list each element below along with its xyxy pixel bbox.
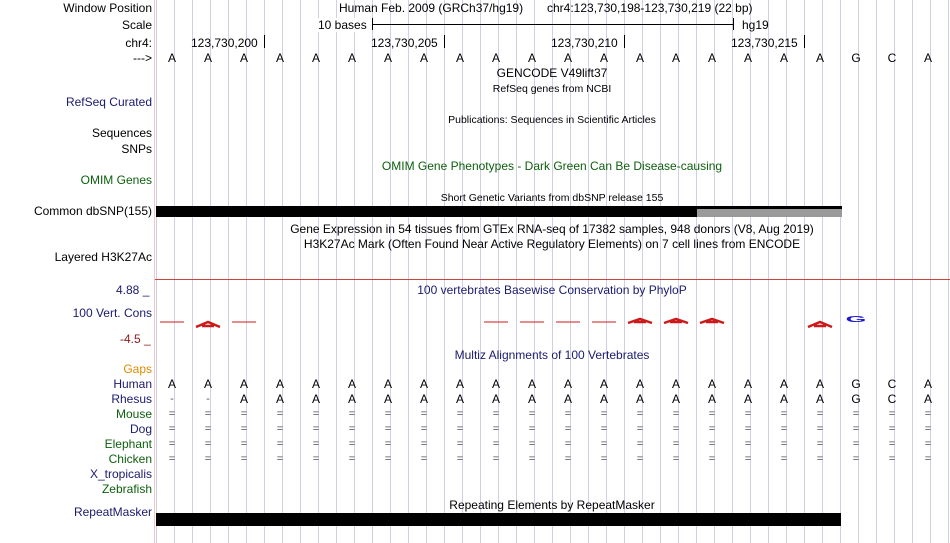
alignment-base: =: [600, 438, 608, 450]
alignment-base: =: [348, 408, 356, 420]
alignment-base: A: [455, 377, 465, 391]
alignment-base: =: [348, 453, 356, 465]
sequence-base: A: [275, 51, 285, 65]
phylop-plot: [0, 300, 950, 340]
alignment-base: =: [168, 453, 176, 465]
alignment-base: =: [312, 438, 320, 450]
alignment-base: =: [852, 423, 860, 435]
alignment-base: =: [888, 423, 896, 435]
alignment-base: =: [708, 423, 716, 435]
sequence-base: A: [311, 51, 321, 65]
repeatmasker-track-desc[interactable]: Repeating Elements by RepeatMasker: [449, 498, 655, 512]
alignment-base: =: [708, 408, 716, 420]
alignment-base: A: [743, 377, 753, 391]
grid-line: [804, 0, 805, 543]
alignment-base: =: [600, 423, 608, 435]
sequence-base: A: [455, 51, 465, 65]
alignment-base: =: [816, 453, 824, 465]
alignment-base: =: [888, 408, 896, 420]
phylop-mark: [700, 319, 724, 323]
grid-line: [156, 0, 157, 543]
alignment-base: =: [312, 423, 320, 435]
alignment-base: A: [563, 377, 573, 391]
alignment-base: A: [671, 377, 681, 391]
refseq-curated-label[interactable]: RefSeq Curated: [65, 95, 152, 109]
dbsnp-feature-cap: [697, 206, 842, 209]
grid-line: [480, 0, 481, 543]
alignment-base: A: [599, 377, 609, 391]
alignment-base: A: [779, 377, 789, 391]
grid-line: [912, 0, 913, 543]
alignment-base: =: [528, 453, 536, 465]
alignment-base: =: [348, 438, 356, 450]
alignment-base: =: [564, 408, 572, 420]
alignment-base: =: [852, 453, 860, 465]
sequence-base: A: [491, 51, 501, 65]
sequence-base: A: [815, 51, 825, 65]
alignment-base: A: [167, 377, 177, 391]
gaps-label[interactable]: Gaps: [123, 362, 152, 376]
alignment-base: =: [204, 408, 212, 420]
alignment-base: =: [492, 453, 500, 465]
omim-genes-label[interactable]: OMIM Genes: [80, 173, 152, 187]
scale-tick-right: [733, 18, 734, 30]
alignment-base: =: [348, 423, 356, 435]
alignment-base: =: [600, 453, 608, 465]
grid-line: [444, 0, 445, 543]
alignment-base: A: [311, 392, 321, 406]
alignment-base: =: [276, 453, 284, 465]
alignment-base: A: [599, 392, 609, 406]
grid-line: [228, 0, 229, 543]
sequence-base: C: [887, 51, 897, 65]
vert-cons-label[interactable]: 100 Vert. Cons: [72, 306, 152, 320]
alignment-base: A: [527, 392, 537, 406]
alignment-base: =: [816, 408, 824, 420]
alignment-base: =: [312, 408, 320, 420]
omim-track-desc[interactable]: OMIM Gene Phenotypes - Dark Green Can Be Disease-causing: [381, 159, 723, 173]
grid-line: [624, 0, 625, 543]
alignment-base: A: [491, 377, 501, 391]
alignment-base: =: [564, 453, 572, 465]
alignment-base: =: [672, 438, 680, 450]
alignment-base: =: [816, 423, 824, 435]
gtex-track-desc[interactable]: Gene Expression in 54 tissues from GTEx RNA-seq of 17382 samples, 948 donors (V8, Aug 2019): [290, 222, 814, 236]
grid-line: [696, 0, 697, 543]
grid-line: [192, 0, 193, 543]
alignment-base: =: [744, 438, 752, 450]
alignment-base: =: [636, 438, 644, 450]
sequence-base: A: [743, 51, 753, 65]
grid-line: [264, 0, 265, 543]
sequence-base: A: [167, 51, 177, 65]
alignment-base: A: [707, 377, 717, 391]
alignment-base: A: [239, 392, 249, 406]
strand-arrow-label: --->: [133, 51, 152, 65]
repeatmasker-feature-bar[interactable]: [156, 513, 841, 526]
grid-line: [408, 0, 409, 543]
species-label-human[interactable]: Human: [113, 377, 152, 391]
alignment-base: A: [383, 377, 393, 391]
alignment-base: =: [492, 438, 500, 450]
alignment-base: =: [924, 423, 932, 435]
alignment-base: A: [239, 377, 249, 391]
phylop-mark: [664, 319, 688, 323]
alignment-base: =: [384, 408, 392, 420]
alignment-base: =: [744, 453, 752, 465]
alignment-base: =: [924, 408, 932, 420]
alignment-base: =: [780, 423, 788, 435]
alignment-base: A: [815, 377, 825, 391]
alignment-base: =: [420, 438, 428, 450]
alignment-base: -: [206, 393, 210, 405]
alignment-base: A: [923, 392, 933, 406]
species-label-mouse[interactable]: Mouse: [115, 407, 152, 421]
refseq-track-desc[interactable]: RefSeq genes from NCBI: [492, 83, 612, 95]
sequence-base: A: [239, 51, 249, 65]
alignment-base: =: [384, 438, 392, 450]
alignment-base: A: [491, 392, 501, 406]
alignment-base: =: [888, 453, 896, 465]
alignment-base: -: [170, 393, 174, 405]
alignment-base: A: [311, 377, 321, 391]
sequence-base: A: [707, 51, 717, 65]
alignment-base: =: [456, 408, 464, 420]
alignment-base: =: [456, 453, 464, 465]
phylop-mark: [808, 322, 832, 327]
phylop-max-label: 4.88 _: [116, 283, 150, 297]
alignment-base: =: [672, 423, 680, 435]
alignment-base: =: [780, 438, 788, 450]
coord-tick-3: [624, 35, 625, 48]
alignment-base: =: [384, 453, 392, 465]
alignment-base: A: [203, 377, 213, 391]
alignment-base: G: [851, 377, 861, 391]
species-label-x_tropicalis[interactable]: X_tropicalis: [89, 467, 152, 481]
alignment-base: =: [276, 423, 284, 435]
label-separator: [154, 0, 155, 543]
alignment-base: =: [636, 423, 644, 435]
alignment-base: =: [456, 438, 464, 450]
alignment-base: =: [528, 408, 536, 420]
alignment-base: G: [851, 392, 861, 406]
sequence-base: A: [671, 51, 681, 65]
alignment-base: A: [275, 377, 285, 391]
alignment-base: =: [168, 438, 176, 450]
alignment-base: =: [384, 423, 392, 435]
alignment-base: =: [564, 423, 572, 435]
scale-bar: [372, 24, 733, 25]
sequence-base: A: [599, 51, 609, 65]
grid-line: [336, 0, 337, 543]
sequences-label[interactable]: Sequences: [91, 126, 152, 140]
alignment-base: A: [419, 377, 429, 391]
publications-track-desc[interactable]: Publications: Sequences in Scientific Articles: [448, 114, 656, 126]
alignment-base: =: [492, 408, 500, 420]
alignment-base: A: [743, 392, 753, 406]
alignment-base: =: [708, 438, 716, 450]
alignment-base: C: [887, 392, 897, 406]
assembly-text: Human Feb. 2009 (GRCh37/hg19): [339, 1, 524, 15]
sequence-base: A: [779, 51, 789, 65]
sequence-base: A: [923, 51, 933, 65]
alignment-base: =: [420, 423, 428, 435]
coord-3: 123,730,210: [551, 36, 618, 50]
alignment-base: =: [924, 453, 932, 465]
grid-line: [372, 0, 373, 543]
db-text: hg19: [742, 18, 769, 32]
coord-tick-1: [264, 35, 265, 48]
common-dbsnp-label[interactable]: Common dbSNP(155): [33, 204, 152, 218]
alignment-base: =: [816, 438, 824, 450]
alignment-base: =: [240, 408, 248, 420]
alignment-base: =: [420, 408, 428, 420]
gencode-track-title[interactable]: GENCODE V49lift37: [496, 66, 608, 80]
alignment-base: A: [275, 392, 285, 406]
alignment-base: =: [276, 408, 284, 420]
alignment-base: A: [779, 392, 789, 406]
alignment-base: =: [276, 438, 284, 450]
sequence-base: A: [203, 51, 213, 65]
h3k27ac-baseline: [155, 279, 950, 280]
coord-1: 123,730,200: [191, 36, 258, 50]
snps-label[interactable]: SNPs: [121, 142, 152, 156]
alignment-base: A: [635, 377, 645, 391]
alignment-base: =: [168, 423, 176, 435]
alignment-base: A: [815, 392, 825, 406]
alignment-base: A: [707, 392, 717, 406]
alignment-base: =: [852, 438, 860, 450]
alignment-base: =: [204, 423, 212, 435]
alignment-base: =: [600, 408, 608, 420]
grid-line: [768, 0, 769, 543]
coord-tick-4: [804, 35, 805, 48]
grid-line: [660, 0, 661, 543]
coord-4: 123,730,215: [731, 36, 798, 50]
alignment-base: =: [420, 453, 428, 465]
phylop-min-label: -4.5 _: [120, 332, 151, 346]
alignment-base: =: [888, 438, 896, 450]
alignment-base: =: [924, 438, 932, 450]
grid-line: [876, 0, 877, 543]
window-position-label: Window Position: [63, 1, 152, 15]
alignment-base: =: [672, 408, 680, 420]
phylop-track-desc[interactable]: 100 vertebrates Basewise Conservation by PhyloP: [417, 283, 687, 297]
alignment-base: A: [671, 392, 681, 406]
sequence-base: G: [851, 51, 861, 65]
alignment-base: =: [780, 408, 788, 420]
alignment-base: A: [347, 377, 357, 391]
scale-text: 10 bases: [318, 18, 367, 32]
species-label-rhesus[interactable]: Rhesus: [111, 392, 152, 406]
grid-line: [732, 0, 733, 543]
coord-2: 123,730,205: [371, 36, 438, 50]
alignment-base: =: [636, 453, 644, 465]
phylop-mark: [628, 319, 652, 323]
alignment-base: =: [456, 423, 464, 435]
alignment-base: =: [852, 408, 860, 420]
layered-h3k27ac-label[interactable]: Layered H3K27Ac: [54, 250, 152, 264]
coord-tick-2: [444, 35, 445, 48]
alignment-base: =: [528, 438, 536, 450]
sequence-base: A: [419, 51, 429, 65]
alignment-base: A: [455, 392, 465, 406]
species-label-zebrafish[interactable]: Zebrafish: [101, 482, 152, 496]
alignment-base: =: [312, 453, 320, 465]
sequence-base: A: [383, 51, 393, 65]
species-label-elephant[interactable]: Elephant: [104, 437, 152, 451]
alignment-base: A: [383, 392, 393, 406]
alignment-base: A: [419, 392, 429, 406]
sequence-base: A: [347, 51, 357, 65]
alignment-base: =: [636, 408, 644, 420]
species-label-dog[interactable]: Dog: [129, 422, 152, 436]
alignment-base: =: [528, 423, 536, 435]
alignment-base: =: [780, 453, 788, 465]
alignment-base: A: [635, 392, 645, 406]
phylop-mark: G: [845, 314, 867, 325]
dbsnp-track-desc[interactable]: Short Genetic Variants from dbSNP release 155: [440, 192, 664, 204]
alignment-base: =: [240, 453, 248, 465]
sequence-base: A: [635, 51, 645, 65]
alignment-base: =: [168, 408, 176, 420]
alignment-base: A: [347, 392, 357, 406]
species-label-chicken[interactable]: Chicken: [108, 452, 152, 466]
alignment-base: C: [887, 377, 897, 391]
alignment-base: =: [204, 438, 212, 450]
grid-line: [300, 0, 301, 543]
sequence-base: A: [527, 51, 537, 65]
alignment-base: =: [564, 438, 572, 450]
chrom-label: chr4:: [125, 36, 152, 50]
alignment-base: A: [527, 377, 537, 391]
repeatmasker-label[interactable]: RepeatMasker: [73, 505, 152, 519]
h3k27ac-track-desc[interactable]: H3K27Ac Mark (Often Found Near Active Regulatory Elements) on 7 cell lines from ENCODE: [303, 237, 801, 251]
alignment-base: =: [240, 438, 248, 450]
alignment-base: A: [563, 392, 573, 406]
alignment-base: =: [240, 423, 248, 435]
alignment-base: =: [744, 423, 752, 435]
alignment-base: =: [744, 408, 752, 420]
grid-line: [840, 0, 841, 543]
grid-line: [948, 0, 949, 543]
position-text: chr4:123,730,198-123,730,219 (22 bp): [547, 1, 753, 15]
sequence-base: A: [563, 51, 573, 65]
phylop-mark: [196, 322, 220, 327]
multiz-track-desc[interactable]: Multiz Alignments of 100 Vertebrates: [454, 348, 650, 362]
alignment-base: =: [672, 453, 680, 465]
alignment-base: =: [204, 453, 212, 465]
alignment-base: =: [492, 423, 500, 435]
scale-label: Scale: [121, 18, 152, 32]
alignment-base: A: [923, 377, 933, 391]
alignment-base: =: [708, 453, 716, 465]
